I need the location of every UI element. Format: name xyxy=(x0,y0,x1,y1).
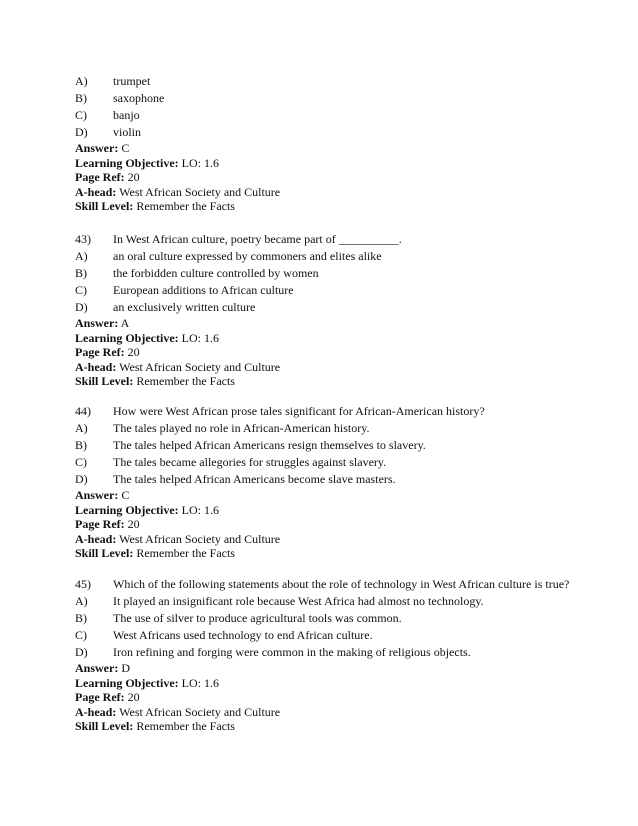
option-label: A) xyxy=(75,421,88,435)
page-ref-line xyxy=(75,345,575,360)
page-ref-label: Page Ref: xyxy=(75,690,125,704)
skill-value: Remember the Facts xyxy=(136,374,235,388)
skill-label: Skill Level: xyxy=(75,199,134,213)
question-44 xyxy=(75,403,575,561)
objective-label: Learning Objective: xyxy=(75,330,179,345)
option-label: A) xyxy=(75,594,88,608)
a-head-value: West African Society and Culture xyxy=(119,531,281,546)
skill-line xyxy=(75,719,575,734)
option-label: D) xyxy=(75,645,88,659)
option-label: B) xyxy=(75,611,87,625)
objective-label: Learning Objective: xyxy=(75,155,179,170)
question-stem xyxy=(75,403,575,420)
option-text: violin xyxy=(113,125,142,139)
a-head-label: A-head: xyxy=(75,704,117,719)
option-label: C) xyxy=(75,455,87,469)
option-d xyxy=(75,471,575,488)
answer-line xyxy=(75,661,575,676)
skill-label: Skill Level: xyxy=(75,719,134,733)
answer-value: C xyxy=(121,488,130,502)
skill-value: Remember the Facts xyxy=(136,546,235,560)
question-text: In West African culture, poetry became part of __________. xyxy=(113,232,402,246)
skill-line xyxy=(75,199,575,214)
question-43 xyxy=(75,231,575,389)
option-label: C) xyxy=(75,628,87,642)
option-text: European additions to African culture xyxy=(113,283,294,297)
option-text: It played an insignificant role because West Africa had almost no technology. xyxy=(113,594,484,608)
option-d xyxy=(75,644,575,661)
page-ref-label: Page Ref: xyxy=(75,345,125,359)
question-text: Which of the following statements about the role of technology in West African culture is true? xyxy=(113,577,570,591)
option-text: The use of silver to produce agricultural tools was common. xyxy=(113,611,402,625)
page-ref-value: 20 xyxy=(127,345,140,359)
option-c xyxy=(75,627,575,644)
a-head-label: A-head: xyxy=(75,184,117,199)
option-label: C) xyxy=(75,108,87,122)
skill-label: Skill Level: xyxy=(75,374,134,388)
page-ref-value: 20 xyxy=(127,170,140,184)
option-a xyxy=(75,593,575,610)
answer-label: Answer: xyxy=(75,661,119,675)
option-label: D) xyxy=(75,125,88,139)
skill-value: Remember the Facts xyxy=(136,719,235,733)
page-ref-label: Page Ref: xyxy=(75,517,125,531)
option-b xyxy=(75,265,575,282)
a-head-label: A-head: xyxy=(75,531,117,546)
option-text: the forbidden culture controlled by women xyxy=(113,266,319,280)
answer-value: A xyxy=(120,316,130,330)
a-head-line xyxy=(75,705,575,720)
page-ref-value: 20 xyxy=(127,517,140,531)
answer-value: C xyxy=(121,141,130,155)
skill-value: Remember the Facts xyxy=(136,199,235,213)
page-ref-line xyxy=(75,517,575,532)
skill-line xyxy=(75,546,575,561)
page-ref-value: 20 xyxy=(127,690,140,704)
option-c xyxy=(75,454,575,471)
objective-value: LO: 1.6 xyxy=(181,155,219,170)
a-head-label: A-head: xyxy=(75,359,117,374)
objective-line xyxy=(75,676,575,691)
option-text: an exclusively written culture xyxy=(113,300,256,314)
question-number: 44) xyxy=(75,404,91,418)
objective-line xyxy=(75,156,575,171)
a-head-line xyxy=(75,360,575,375)
a-head-value: West African Society and Culture xyxy=(119,704,281,719)
option-text: The tales played no role in African-American history. xyxy=(113,421,370,435)
option-c xyxy=(75,282,575,299)
option-label: B) xyxy=(75,438,87,452)
objective-value: LO: 1.6 xyxy=(181,675,219,690)
option-label: C) xyxy=(75,283,87,297)
a-head-value: West African Society and Culture xyxy=(119,184,281,199)
option-b xyxy=(75,90,575,107)
option-text: banjo xyxy=(113,108,140,122)
option-label: D) xyxy=(75,300,88,314)
option-text: West Africans used technology to end African culture. xyxy=(113,628,373,642)
question-stem xyxy=(75,231,575,248)
objective-line xyxy=(75,331,575,346)
question-stem xyxy=(75,576,575,593)
question-number: 45) xyxy=(75,577,91,591)
answer-line xyxy=(75,488,575,503)
option-label: B) xyxy=(75,91,87,105)
answer-label: Answer: xyxy=(75,141,119,155)
page-ref-line xyxy=(75,690,575,705)
skill-line xyxy=(75,374,575,389)
answer-label: Answer: xyxy=(75,316,119,330)
option-b xyxy=(75,610,575,627)
question-text: How were West African prose tales significant for African-American history? xyxy=(113,404,485,418)
option-text: The tales helped African Americans become slave masters. xyxy=(113,472,396,486)
option-label: A) xyxy=(75,74,88,88)
answer-line xyxy=(75,141,575,156)
option-d xyxy=(75,299,575,316)
objective-value: LO: 1.6 xyxy=(181,330,219,345)
question-number: 43) xyxy=(75,232,91,246)
option-text: Iron refining and forging were common in the making of religious objects. xyxy=(113,645,471,659)
option-d xyxy=(75,124,575,141)
option-label: B) xyxy=(75,266,87,280)
option-text: The tales helped African Americans resign themselves to slavery. xyxy=(113,438,426,452)
a-head-value: West African Society and Culture xyxy=(119,359,281,374)
option-a xyxy=(75,420,575,437)
option-text: saxophone xyxy=(113,91,165,105)
objective-line xyxy=(75,503,575,518)
a-head-line xyxy=(75,185,575,200)
page-ref-label: Page Ref: xyxy=(75,170,125,184)
option-c xyxy=(75,107,575,124)
objective-label: Learning Objective: xyxy=(75,502,179,517)
option-a xyxy=(75,73,575,90)
option-label: A) xyxy=(75,249,88,263)
option-label: D) xyxy=(75,472,88,486)
answer-label: Answer: xyxy=(75,488,119,502)
question-42 xyxy=(75,73,575,214)
answer-line xyxy=(75,316,575,331)
option-text: The tales became allegories for struggles against slavery. xyxy=(113,455,387,469)
option-b xyxy=(75,437,575,454)
skill-label: Skill Level: xyxy=(75,546,134,560)
answer-value: D xyxy=(121,661,130,675)
objective-value: LO: 1.6 xyxy=(181,502,219,517)
a-head-line xyxy=(75,532,575,547)
objective-label: Learning Objective: xyxy=(75,675,179,690)
page-ref-line xyxy=(75,170,575,185)
option-a xyxy=(75,248,575,265)
option-text: trumpet xyxy=(113,74,151,88)
option-text: an oral culture expressed by commoners and elites alike xyxy=(113,249,382,263)
question-45 xyxy=(75,576,575,734)
